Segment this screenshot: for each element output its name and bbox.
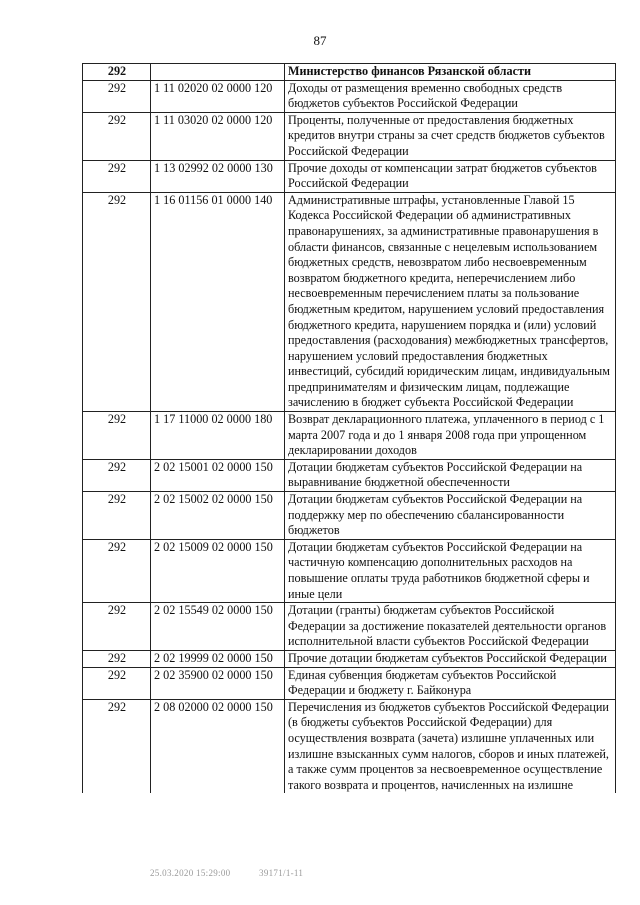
income-code-cell: 1 11 03020 02 0000 120	[151, 112, 285, 160]
income-name-cell: Административные штрафы, установленные Главой 15 Кодекса Российской Федерации об административных правонарушениях, за административные правонарушения в области финансов, связанные с нецелевым использованием бюджетных средств, невозвратом либо несвоевременным возвратом бюджетного кредита, неперечислением либо несвоевременным перечислением платы за пользование бюджетным кредитом, нарушением условий предоставления бюджетного кредита, нарушением порядка и (или) условий предоставления (расходования) межбюджетных трансфертов, нарушением условий предоставления бюджетных инвестиций, субсидий юридическим лицам, индивидуальным предпринимателям и физическим лицам, подлежащие зачислению в бюджет субъекта Российской Федерации	[285, 192, 616, 411]
admin-code-cell: 292	[83, 112, 151, 160]
admin-code-cell: 292	[83, 667, 151, 699]
table-row	[83, 459, 616, 491]
table-row	[83, 112, 616, 160]
income-code-cell	[151, 64, 285, 81]
income-name-cell: Прочие доходы от компенсации затрат бюджетов субъектов Российской Федерации	[285, 160, 616, 192]
income-name-cell: Дотации бюджетам субъектов Российской Федерации на частичную компенсацию дополнительных расходов на повышение оплаты труда работников бюджетной сферы и иные цели	[285, 539, 616, 602]
income-code-cell: 2 02 15001 02 0000 150	[151, 459, 285, 491]
income-name-cell: Единая субвенция бюджетам субъектов Российской Федерации и бюджету г. Байконура	[285, 667, 616, 699]
income-code-cell: 1 13 02992 02 0000 130	[151, 160, 285, 192]
income-code-cell: 1 17 11000 02 0000 180	[151, 412, 285, 460]
income-code-cell: 2 02 35900 02 0000 150	[151, 667, 285, 699]
admin-code-cell: 292	[83, 459, 151, 491]
admin-code-cell: 292	[83, 412, 151, 460]
table-row	[83, 192, 616, 411]
income-code-cell: 1 11 02020 02 0000 120	[151, 80, 285, 112]
income-code-cell: 1 16 01156 01 0000 140	[151, 192, 285, 411]
table-row	[83, 80, 616, 112]
revenue-codes-table	[82, 63, 616, 793]
income-name-cell: Перечисления из бюджетов субъектов Российской Федерации (в бюджеты субъектов Российской Федерации) для осуществления возврата (зачета) излишне уплаченных или излишне взысканных сумм налогов, сборов и иных платежей, а также сумм процентов за несвоевременное осуществление такого возврата и процентов, начисленных на излишне	[285, 699, 616, 793]
administrator-header-row	[83, 64, 616, 81]
table-row	[83, 699, 616, 793]
table-row	[83, 667, 616, 699]
footer-document-id: 39171/1-11	[259, 868, 304, 878]
income-name-cell: Прочие дотации бюджетам субъектов Российской Федерации	[285, 650, 616, 667]
admin-code-cell: 292	[83, 699, 151, 793]
income-name-cell: Дотации бюджетам субъектов Российской Федерации на выравнивание бюджетной обеспеченности	[285, 459, 616, 491]
income-code-cell: 2 02 15009 02 0000 150	[151, 539, 285, 602]
admin-code-cell: 292	[83, 80, 151, 112]
income-code-cell: 2 08 02000 02 0000 150	[151, 699, 285, 793]
income-name-cell: Дотации бюджетам субъектов Российской Федерации на поддержку мер по обеспечению сбалансированности бюджетов	[285, 492, 616, 540]
administrator-name-cell: Министерство финансов Рязанской области	[285, 64, 616, 81]
admin-code-cell: 292	[83, 650, 151, 667]
table-body	[83, 64, 616, 794]
income-name-cell: Дотации (гранты) бюджетам субъектов Российской Федерации за достижение показателей деятельности органов исполнительной власти субъектов Российской Федерации	[285, 603, 616, 651]
admin-code-cell: 292	[83, 539, 151, 602]
admin-code-cell: 292	[83, 492, 151, 540]
income-code-cell: 2 02 15549 02 0000 150	[151, 603, 285, 651]
table-row	[83, 650, 616, 667]
table-row	[83, 160, 616, 192]
income-name-cell: Доходы от размещения временно свободных средств бюджетов субъектов Российской Федерации	[285, 80, 616, 112]
table-row	[83, 492, 616, 540]
income-name-cell: Проценты, полученные от предоставления бюджетных кредитов внутри страны за счет средств бюджетов субъектов Российской Федерации	[285, 112, 616, 160]
table-row	[83, 412, 616, 460]
table-row	[83, 603, 616, 651]
page-number: 87	[313, 33, 327, 48]
administrator-code-cell: 292	[83, 64, 151, 81]
document-footer	[150, 868, 329, 878]
income-name-cell: Возврат декларационного платежа, уплаченного в период с 1 марта 2007 года и до 1 января 2008 года при упрощенном декларировании доходов	[285, 412, 616, 460]
income-code-cell: 2 02 15002 02 0000 150	[151, 492, 285, 540]
admin-code-cell: 292	[83, 603, 151, 651]
admin-code-cell: 292	[83, 160, 151, 192]
admin-code-cell: 292	[83, 192, 151, 411]
table-row	[83, 539, 616, 602]
footer-timestamp: 25.03.2020 15:29:00	[150, 868, 231, 878]
income-code-cell: 2 02 19999 02 0000 150	[151, 650, 285, 667]
